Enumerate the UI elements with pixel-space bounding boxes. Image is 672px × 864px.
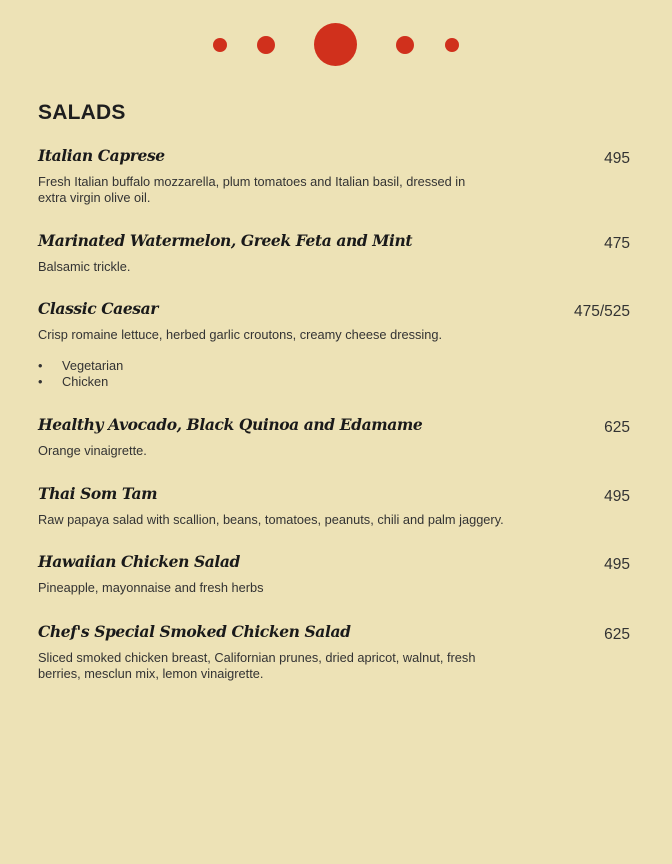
menu-item xyxy=(38,415,630,459)
item-name: Hawaiian Chicken Salad xyxy=(38,552,240,571)
item-description: Crisp romaine lettuce, herbed garlic croutons, creamy cheese dressing. xyxy=(38,327,443,342)
option-label: Chicken xyxy=(62,374,109,389)
menu-item xyxy=(38,484,630,528)
item-price: 625 xyxy=(604,419,630,436)
item-name: Thai Som Tam xyxy=(38,484,158,503)
item-price: 495 xyxy=(604,556,630,573)
section-title: SALADS xyxy=(38,101,126,124)
item-price: 475/525 xyxy=(573,303,630,320)
item-description: Balsamic trickle. xyxy=(38,259,131,274)
dot-icon xyxy=(213,38,227,52)
item-price: 495 xyxy=(604,488,630,505)
menu-item xyxy=(38,231,630,275)
item-options xyxy=(38,358,630,390)
item-description: Fresh Italian buffalo mozzarella, plum tomatoes and Italian basil, dressed in extra virgin olive oil. xyxy=(38,174,466,205)
dot-icon xyxy=(257,36,275,54)
item-price: 495 xyxy=(604,150,630,167)
dot-icon xyxy=(396,36,414,54)
option-label: Vegetarian xyxy=(62,358,124,373)
option-item xyxy=(38,358,630,374)
item-name: Healthy Avocado, Black Quinoa and Edamame xyxy=(38,415,423,434)
bullet-icon: • xyxy=(38,374,43,389)
item-description: Orange vinaigrette. xyxy=(38,443,147,458)
item-name: Classic Caesar xyxy=(38,299,159,318)
item-name: Chef's Special Smoked Chicken Salad xyxy=(38,622,351,641)
menu-item xyxy=(38,622,630,682)
item-price: 475 xyxy=(604,235,630,252)
option-item xyxy=(38,374,630,390)
bullet-icon: • xyxy=(38,358,43,373)
menu-item xyxy=(38,146,630,206)
dot-icon xyxy=(314,23,357,66)
item-description: Raw papaya salad with scallion, beans, tomatoes, peanuts, chili and palm jaggery. xyxy=(38,512,504,527)
item-description: Pineapple, mayonnaise and fresh herbs xyxy=(38,580,264,595)
item-name: Italian Caprese xyxy=(38,146,165,165)
dot-icon xyxy=(445,38,459,52)
item-price: 625 xyxy=(604,626,630,643)
menu-item xyxy=(38,552,630,596)
item-name: Marinated Watermelon, Greek Feta and Mint xyxy=(38,231,413,250)
menu-item xyxy=(38,299,630,390)
item-description: Sliced smoked chicken breast, Californian prunes, dried apricot, walnut, fresh berries, mesclun mix, lemon vinaigrette. xyxy=(38,650,476,681)
